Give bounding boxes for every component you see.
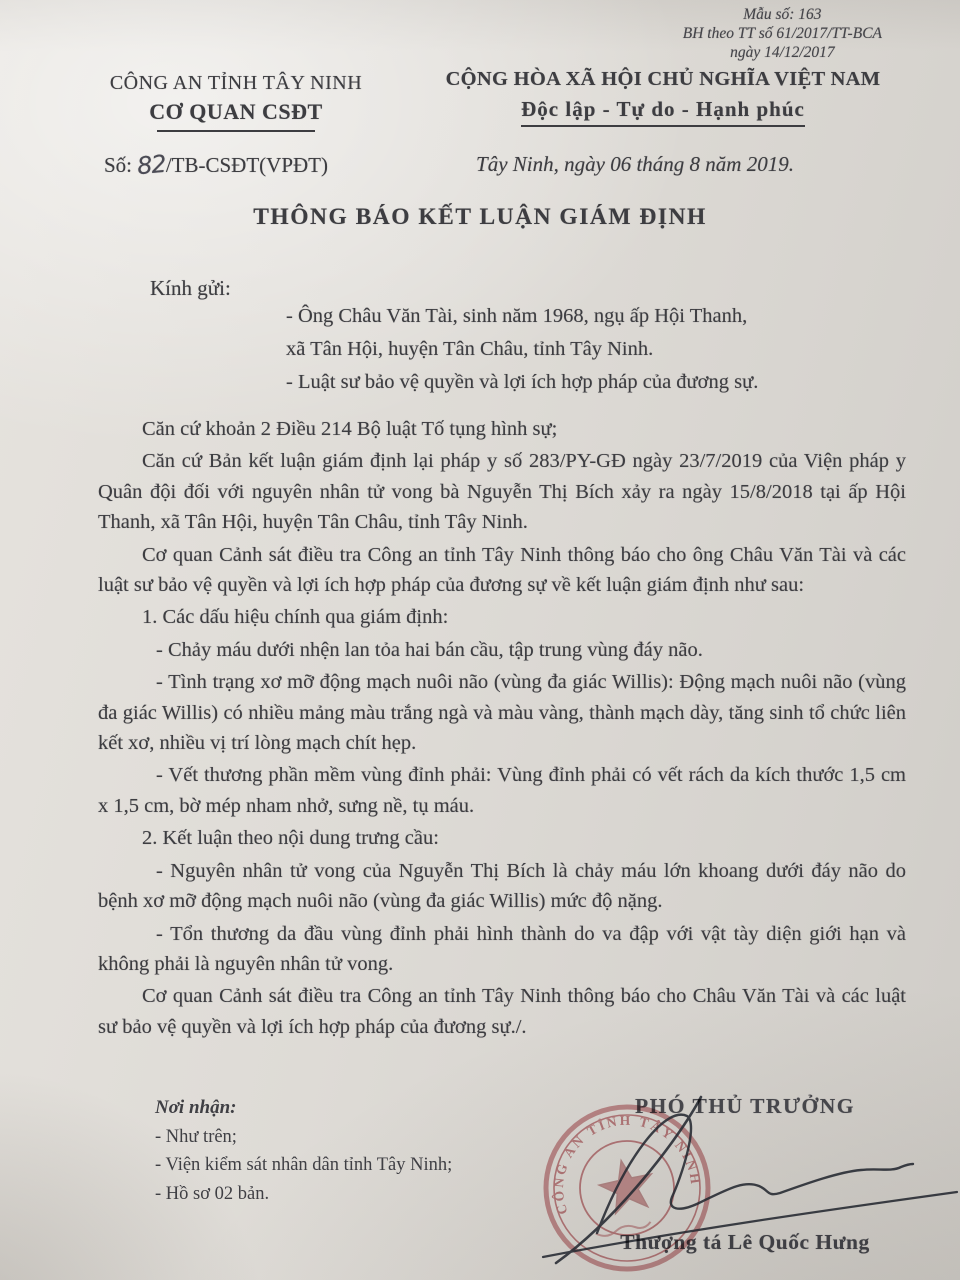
form-number-block (683, 5, 882, 62)
salutation-label: Kính gửi: (150, 276, 231, 300)
signer-title: PHÓ THỦ TRƯỞNG (634, 1094, 856, 1118)
conclusion-item: - Nguyên nhân tử vong của Nguyễn Thị Bích là chảy máu lớn khoang dưới đáy não do bệnh xơ mỡ động mạch nuôi não (vùng đa giác Willis) mức độ nặng. (98, 859, 906, 913)
finding-item: - Vết thương phần mềm vùng đỉnh phải: Vùng đỉnh phải có vết rách da kích thước 1,5 cm x 1,5 cm, bờ mép nham nhở, sưng nề, tụ máu. (98, 764, 906, 817)
recipient-line: - Luật sư bảo vệ quyền và lợi ích hợp pháp của đương sự. (286, 371, 759, 393)
document-title: THÔNG BÁO KẾT LUẬN GIÁM ĐỊNH (253, 204, 707, 230)
seal-text: CÔNG AN TỈNH TÂY NINH (550, 1112, 704, 1217)
document-body (98, 414, 906, 1044)
finding-item: - Chảy máu dưới nhện lan tỏa hai bán cầu, tập trung vùng đáy não. (156, 638, 703, 661)
recipient-line: xã Tân Hội, huyện Tân Châu, tỉnh Tây Ninh. (286, 338, 654, 360)
section-heading-signs: 1. Các dấu hiệu chính qua giám định: (142, 606, 449, 629)
finding-item: - Tình trạng xơ mỡ động mạch nuôi não (vùng đa giác Willis): Động mạch nuôi não (vùng đa giác Willis) có nhiều mảng màu trắng ngà và màu vàng, thành mạch dày, tăng sinh tổ chức liên kết xơ, nhiều vị trí lòng mạch chít hẹp. (98, 671, 906, 755)
recipient-line: - Ông Châu Văn Tài, sinh năm 1968, ngụ ấp Hội Thanh, (286, 305, 748, 327)
paragraph-notification: Cơ quan Cảnh sát điều tra Công an tỉnh Tây Ninh thông báo cho ông Châu Văn Tài và các luật sư bảo vệ quyền và lợi ích hợp pháp của đương sự về kết luận giám định như sau: (98, 543, 906, 597)
form-number: Mẫu số: 163 (743, 6, 822, 23)
agency-name: CƠ QUAN CSĐT (149, 99, 323, 124)
distribution-item: - Như trên; (155, 1126, 237, 1147)
national-header-block (420, 68, 906, 127)
national-motto: Độc lập - Tự do - Hạnh phúc (521, 97, 805, 127)
paragraph-legal-basis: Căn cứ Bản kết luận giám định lại pháp y số 283/PY-GĐ ngày 23/7/2019 của Viện pháp y Quân đội đối với nguyên nhân tử vong bà Nguyễn Thị Bích xảy ra ngày 15/8/2018 tại ấp Hội Thanh, xã Tân Hội, huyện Tân Châu, tỉnh Tây Ninh. (98, 450, 906, 534)
place-date-line: Tây Ninh, ngày 06 tháng 8 năm 2019. (476, 152, 794, 176)
distribution-block (155, 1094, 452, 1208)
form-issued-per: BH theo TT số 61/2017/TT-BCA (682, 25, 882, 42)
distribution-item: - Hồ sơ 02 bản. (155, 1183, 270, 1204)
conclusion-item: - Tổn thương da đầu vùng đỉnh phải hình thành do va đập với vật tày diện giới hạn và không phải là nguyên nhân tử vong. (98, 922, 906, 975)
issuing-agency-block (58, 72, 414, 132)
distribution-item: - Viện kiểm sát nhân dân tỉnh Tây Ninh; (155, 1155, 453, 1175)
section-heading-conclusion: 2. Kết luận theo nội dung trưng cầu: (142, 827, 439, 850)
recipient-list (286, 300, 876, 399)
seal-star-icon (595, 1155, 658, 1216)
agency-underline (157, 130, 315, 132)
agency-parent: CÔNG AN TỈNH TÂY NINH (109, 72, 363, 94)
paragraph-legal-basis: Căn cứ khoản 2 Điều 214 Bộ luật Tố tụng hình sự; (142, 418, 558, 440)
doc-number-suffix: /TB-CSĐT(VPĐT) (165, 153, 328, 177)
distribution-label: Nơi nhận: (155, 1097, 237, 1118)
doc-number-label: Số: (104, 153, 133, 177)
doc-number-handwritten: 82 (136, 149, 168, 181)
paragraph-closing: Cơ quan Cảnh sát điều tra Công an tỉnh Tây Ninh thông báo cho Châu Văn Tài và các luật sư bảo vệ quyền và lợi ích hợp pháp của đương sự./. (98, 985, 906, 1038)
national-title: CỘNG HÒA XÃ HỘI CHỦ NGHĨA VIỆT NAM (445, 68, 881, 90)
doc-number-line (104, 149, 328, 181)
signer-name: Thượng tá Lê Quốc Hưng (620, 1230, 870, 1254)
form-issued-date: ngày 14/12/2017 (730, 44, 835, 61)
